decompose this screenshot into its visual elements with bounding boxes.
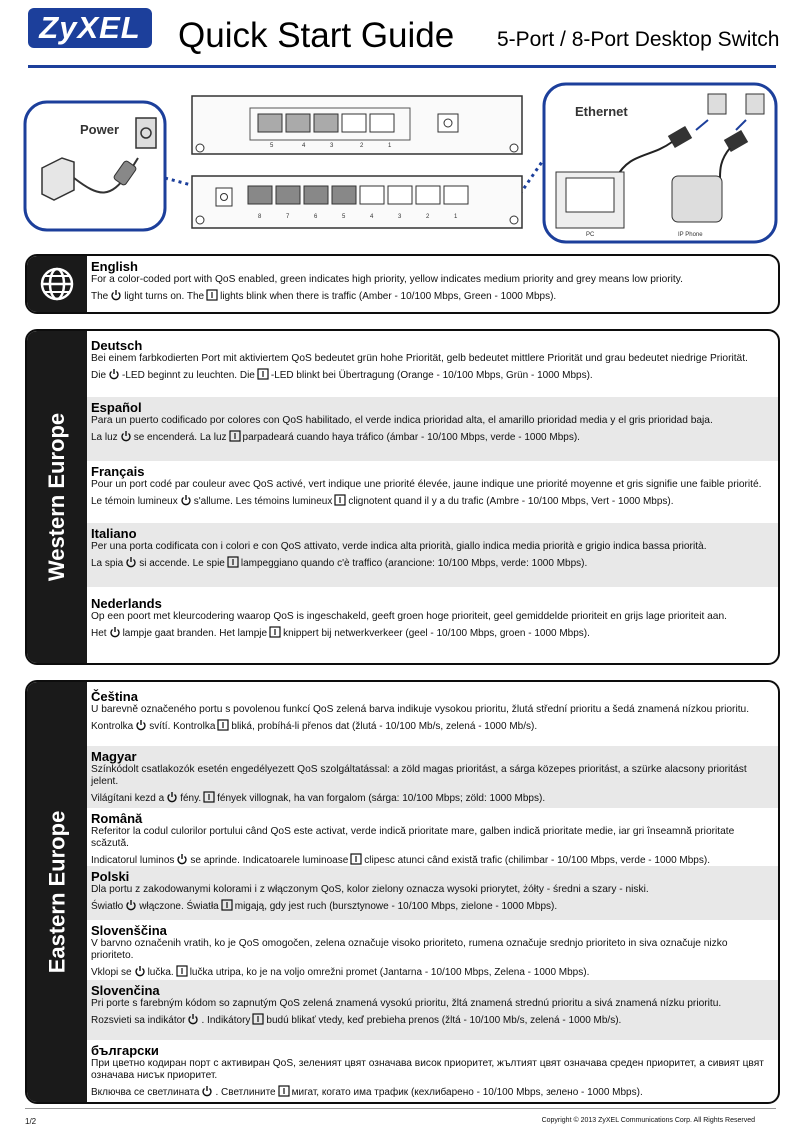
port-led-icon <box>350 853 362 865</box>
entry-espanol: Español Para un puerto codificado por colores con QoS habilitado, el verde indica prioridad alta, el amarillo prioridad media y el gris prioridad baja. La luz se encenderá. La luz parpadeará cuando haya tráfico (ámbar - 10/100 Mbps, verde - 1000 Mbps). <box>87 397 778 461</box>
power-led-icon <box>187 1013 199 1025</box>
copyright: Copyright © 2013 ZyXEL Communications Corp. All Rights Reserved <box>541 1117 755 1124</box>
side-band <box>27 256 87 312</box>
entry-english <box>87 256 778 303</box>
port-led-icon <box>252 1013 264 1025</box>
power-led-icon <box>125 899 137 911</box>
port-led-icon <box>334 494 346 506</box>
power-led-icon <box>110 289 122 301</box>
svg-text:4: 4 <box>370 214 374 220</box>
entry-polski: Polski Dla portu z zakodowanymi kolorami i z włączonym QoS, kolor zielony oznacza wysoki priorytet, żółty - średni a szary - niski. Światło włączone. Światła migają, gdy jest ruch (bursztynowe - 10/100 Mbps, zielone - 1000 Mbps). <box>87 866 778 920</box>
page-number: 1/2 <box>25 1117 37 1126</box>
power-led-icon <box>176 853 188 865</box>
globe-icon <box>39 266 75 302</box>
led-line: The light turns on. The lights blink when there is traffic (Amber - 10/100 Mbps, Green - 1000 Mbps). <box>91 291 557 302</box>
port-led-icon <box>221 899 233 911</box>
port-led-icon <box>203 791 215 803</box>
svg-text:7: 7 <box>286 214 290 220</box>
ip-phone-label: IP Phone <box>678 232 703 238</box>
entry-magyar: Magyar Színkódolt csatlakozók esetén engedélyezett QoS szolgáltatással: a zöld magas prioritást, a sárga közepes prioritást, a szürke alacsony prioritást jelent. Világítani kezd a fény. fények villognak, ha van forgalom (sárga: 10/100 Mbps; zöld: 1000 Mbps). <box>87 746 778 808</box>
english-section <box>25 254 780 314</box>
power-label: Power <box>80 122 120 137</box>
entry-romana: Română Referitor la codul culorilor portului când QoS este activat, verde indică prioritate mare, galben indică prioritate medie, iar gri înseamnă prioritate scăzută. Indicatorul luminos se aprinde. Indicatoarele luminoase clipesc atunci când există trafic (chilimbar - 10/100 Mbps, verde - 1000 Mbps). <box>91 811 735 866</box>
connection-diagram <box>20 78 782 248</box>
entry-bulgarian: български При цветно кодиран порт с активиран QoS, зеленият цвят означава висок приоритет, жълтият цвят означава среден приоритет, а сивият цвят означава нисък приоритет. Включва се светлината . Светлините мигат, когато има трафик (кехлибарено - 10/100 Mbps, зелено - 1000 Mbps). <box>91 1043 764 1098</box>
western-europe-section <box>25 329 780 665</box>
page-subtitle: 5-Port / 8-Port Desktop Switch <box>497 28 780 51</box>
port-led-icon <box>206 289 218 301</box>
port-led-icon <box>269 626 281 638</box>
qos-text: For a color-coded port with QoS enabled, green indicates high priority, yellow indicates medium priority and grey means low priority. <box>91 274 683 285</box>
svg-text:3: 3 <box>398 214 402 220</box>
power-led-icon <box>108 368 120 380</box>
svg-text:4: 4 <box>302 143 306 149</box>
power-jack-icon <box>136 118 156 148</box>
svg-text:5: 5 <box>342 214 346 220</box>
entry-cestina: Čeština U barevně označeného portu s povolenou funkcí QoS zelená barva indikuje vysokou prioritu, žlutá střední prioritu a šedá znamená nízkou prioritu. Kontrolka svítí. Kontrolka bliká, probíhá-li přenos dat (žlutá - 10/100 Mb/s, zelená - 1000 Mb/s). <box>91 689 750 732</box>
port-led-icon <box>278 1085 290 1097</box>
power-led-icon <box>134 965 146 977</box>
svg-text:8: 8 <box>258 214 262 220</box>
power-led-icon <box>180 494 192 506</box>
power-led-icon <box>109 626 121 638</box>
entry-nederlands: Nederlands Op een poort met kleurcodering waarop QoS is ingeschakeld, geeft groen hoge prioriteit, geel gemiddelde prioriteit en grijs lage prioriteit aan. Het lampje gaat branden. Het lampje knippert bij netwerkverkeer (geel - 10/100 Mbps, groen - 1000 Mbps). <box>91 596 727 639</box>
ethernet-label: Ethernet <box>575 104 628 119</box>
entry-slovenscina: Slovenščina V barvno označenih vratih, ko je QoS omogočen, zelena označuje visoko prioriteto, rumena označuje srednjo prioriteto in siva označuje nizko prioriteto. Vklopi se lučka. lučka utripa, ko je na voljo omrežni promet (Jantarna - 10/100 Mbps, Zelena - 1000 Mbps). <box>91 923 728 978</box>
port-led-icon <box>176 965 188 977</box>
svg-text:5: 5 <box>270 143 274 149</box>
wall-jack-icon <box>708 94 726 114</box>
entry-francais: Français Pour un port codé par couleur avec QoS activé, vert indique une priorité élevée, jaune indique une priorité moyenne et gris signifie une faible priorité. Le témoin lumineux s'allume. Les témoins lumineux clignotent quand il y a du trafic (Ambre - 10/100 Mbps, Vert - 1000 Mbps). <box>91 464 762 507</box>
power-led-icon <box>120 430 132 442</box>
entry-deutsch: Deutsch Bei einem farbkodierten Port mit aktiviertem QoS bedeutet grün hohe Priorität, gelb bedeutet mittlere Priorität und grau bedeutet niedrige Priorität. Die -LED beginnt zu leuchten. Die -LED blinkt bei Übertragung (Orange - 10/100 Mbps, Grün - 1000 Mbps). <box>91 338 748 381</box>
power-led-icon <box>201 1085 213 1097</box>
svg-text:1: 1 <box>388 143 392 149</box>
svg-text:3: 3 <box>330 143 334 149</box>
power-led-icon <box>135 719 147 731</box>
switch-8-port <box>192 176 522 228</box>
entry-slovencina: Slovenčina Pri porte s farebným kódom so zapnutým QoS zelená znamená vysokú prioritu, žltá znamená strednú prioritu a sivá znamená nízku prioritu. Rozsvieti sa indikátor . Indikátory budú blikať vtedy, keď prebieha prenos (žltá - 10/100 Mb/s, zelená - 1000 Mb/s). <box>87 980 778 1040</box>
port-led-icon <box>227 556 239 568</box>
region-label: Eastern Europe <box>44 810 70 974</box>
power-led-icon <box>166 791 178 803</box>
wall-jack-icon <box>746 94 764 114</box>
eastern-europe-section <box>25 680 780 1104</box>
zyxel-logo: ZyXEL <box>28 8 152 48</box>
header-divider <box>28 65 776 68</box>
language-name: English <box>91 259 138 274</box>
footer-divider <box>25 1108 776 1109</box>
ip-phone-icon <box>672 176 722 222</box>
svg-text:1: 1 <box>454 214 458 220</box>
entry-italiano: Italiano Per una porta codificata con i colori e con QoS attivato, verde indica alta priorità, giallo indica media priorità e grigio indica bassa priorità. La spia si accende. Le spie lampeggiano quando c'è traffico (arancione: 10/100 Mbps, verde: 1000 Mbps). <box>87 523 778 587</box>
svg-text:2: 2 <box>360 143 364 149</box>
pc-label: PC <box>586 232 595 238</box>
page-title: Quick Start Guide <box>178 16 455 55</box>
port-led-icon <box>229 430 241 442</box>
power-led-icon <box>125 556 137 568</box>
port-led-icon <box>217 719 229 731</box>
svg-text:6: 6 <box>314 214 318 220</box>
port-led-icon <box>257 368 269 380</box>
region-label: Western Europe <box>44 412 69 582</box>
svg-text:2: 2 <box>426 214 430 220</box>
